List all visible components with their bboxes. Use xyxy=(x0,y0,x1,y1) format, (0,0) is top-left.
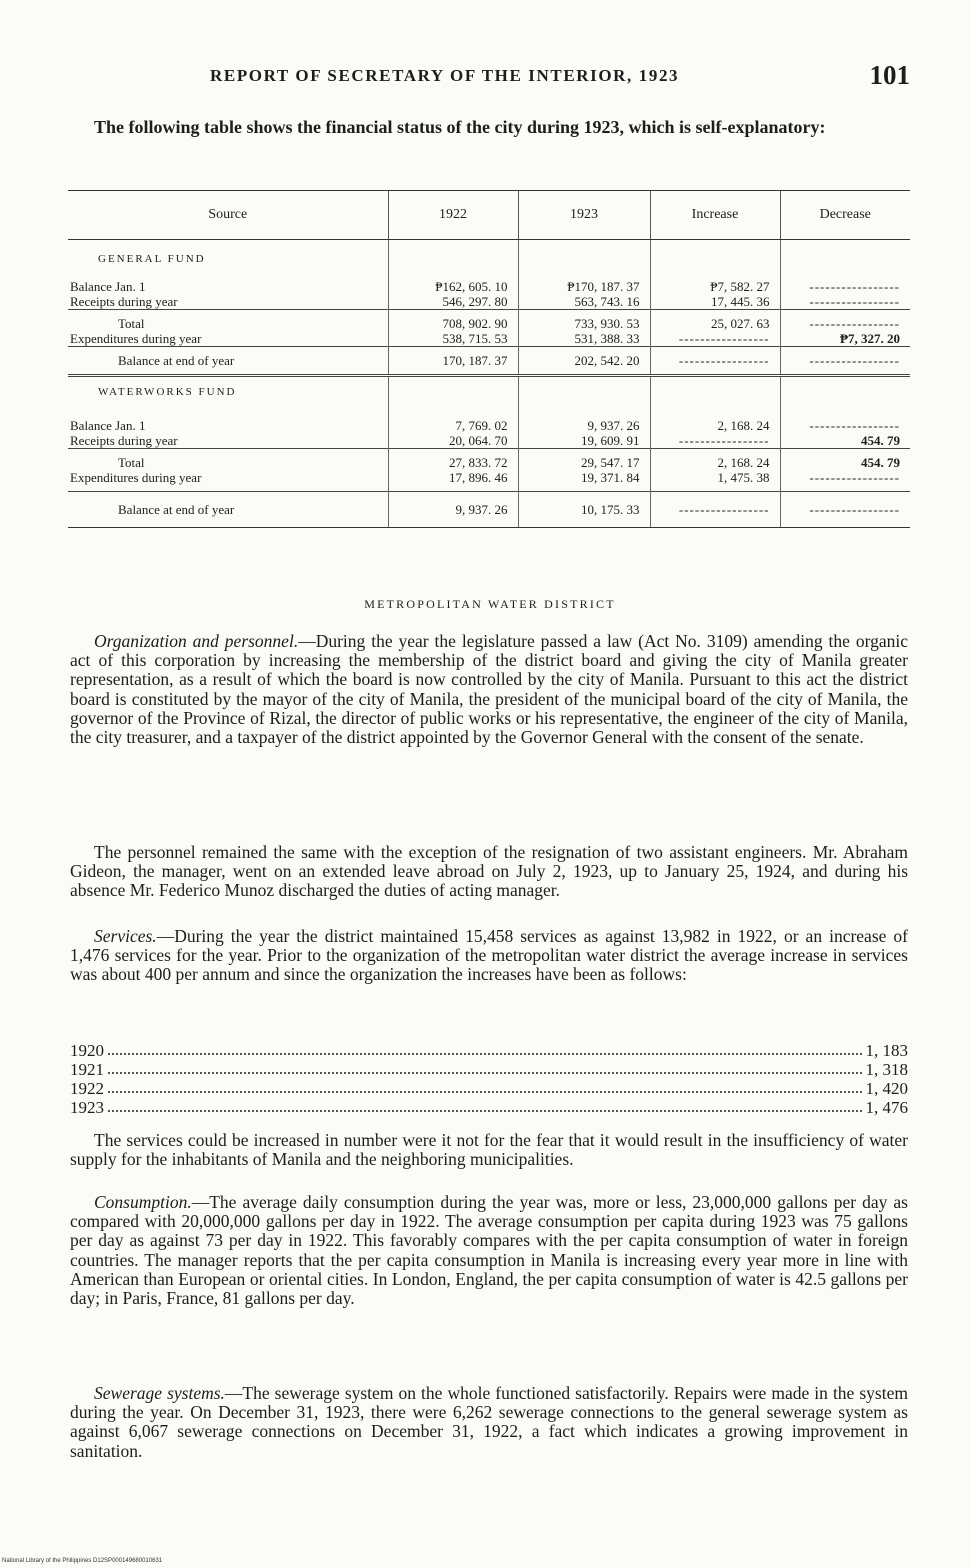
paragraph-sewerage xyxy=(70,1384,908,1461)
running-title: REPORT OF SECRETARY OF THE INTERIOR, 1923 xyxy=(210,66,680,85)
cell-1923: 563, 743. 16 xyxy=(518,294,650,310)
services-text: —During the year the district maintained 15,458 services as against 13,982 in 1922, or an increase of 1,476 services for the year. Prior to the organization of the metropolitan water district the average increase in services was about 400 per annum and since the organization the increases have been as follows: xyxy=(70,926,908,985)
list-year: 1923 xyxy=(70,1098,104,1117)
list-item xyxy=(70,1060,908,1079)
row-label: Expenditures during year xyxy=(70,331,202,346)
row-label: Expenditures during year xyxy=(70,470,202,485)
row-label: Balance at end of year xyxy=(68,347,388,376)
paragraph-personnel: The personnel remained the same with the exception of the resignation of two assistant engineers. Mr. Abraham Gideon, the manager, went on an extended leave abroad on July 2, 1923, up to January 25, 1924, and during his absence Mr. Federico Munoz discharged the duties of acting manager. xyxy=(70,842,908,901)
list-value: 1, 476 xyxy=(865,1098,908,1117)
cell-decrease: ----------------- xyxy=(780,418,910,433)
table-row xyxy=(68,294,910,310)
cell-1923: 19, 371. 84 xyxy=(518,470,650,492)
cell-decrease: ----------------- xyxy=(780,310,910,332)
row-label: Balance at end of year xyxy=(68,492,388,528)
list-value: 1, 318 xyxy=(865,1060,908,1079)
cell-increase: ----------------- xyxy=(650,331,780,347)
cell-1922: 27, 833. 72 xyxy=(388,449,518,471)
list-year: 1922 xyxy=(70,1079,104,1098)
waterworks-fund-heading: WATERWORKS FUND xyxy=(68,376,388,419)
cell-increase: ----------------- xyxy=(650,347,780,376)
cell-increase: ----------------- xyxy=(650,433,780,449)
paragraph-consumption xyxy=(70,1193,908,1308)
cell-1922: ₱162, 605. 10 xyxy=(388,279,518,294)
paragraph-services-continued: The services could be increased in number were it not for the fear that it would result in the insufficiency of water supply for the inhabitants of Manila and the neighboring municipalities. xyxy=(70,1130,908,1170)
table-row xyxy=(68,279,910,294)
consumption-heading: Consumption. xyxy=(94,1192,192,1212)
list-item xyxy=(70,1098,908,1117)
cell-1922: 170, 187. 37 xyxy=(388,347,518,376)
table-row xyxy=(68,433,910,449)
cell-decrease: ----------------- xyxy=(780,347,910,376)
organization-heading: Organization and personnel. xyxy=(94,631,299,651)
cell-1923: 9, 937. 26 xyxy=(518,418,650,433)
cell-1923: 531, 388. 33 xyxy=(518,331,650,347)
cell-1923: 733, 930. 53 xyxy=(518,310,650,332)
organization-text: —During the year the legislature passed a law (Act No. 3109) amending the organic act of this corporation by increasing the membership of the district board and giving the city of Manila greater representation, as a result of which the board is now controlled by the city of Manila. Pursuant to this act the district board is constituted by the mayor of the city of Manila, the president of the municipal board of the city of Manila, the governor of the Province of Rizal, the director of public works or his representative, the engineer of the city of Manila, the city treasurer, and a taxpayer of the district appointed by the Governor General with the consent of the senate. xyxy=(70,631,909,748)
cell-1923: 10, 175. 33 xyxy=(518,492,650,528)
list-value: 1, 420 xyxy=(865,1079,908,1098)
cell-increase: 2, 168. 24 xyxy=(650,418,780,433)
table-row xyxy=(68,418,910,433)
col-header-1922: 1922 xyxy=(388,191,518,240)
page-header xyxy=(0,60,970,94)
section-title: METROPOLITAN WATER DISTRICT xyxy=(364,597,616,611)
row-label: Total xyxy=(68,449,388,471)
cell-decrease: ----------------- xyxy=(780,470,910,492)
table-row xyxy=(68,449,910,471)
cell-1922: 538, 715. 53 xyxy=(388,331,518,347)
table-row xyxy=(68,347,910,376)
increase-list xyxy=(70,1041,908,1117)
list-value: 1, 183 xyxy=(865,1041,908,1060)
row-label: Receipts during year xyxy=(70,433,178,448)
cell-decrease: ----------------- xyxy=(780,492,910,528)
cell-1922: 9, 937. 26 xyxy=(388,492,518,528)
cell-increase: 17, 445. 36 xyxy=(650,294,780,310)
cell-1923: 29, 547. 17 xyxy=(518,449,650,471)
cell-decrease: ----------------- xyxy=(780,294,910,310)
page-number: 101 xyxy=(869,60,910,90)
cell-decrease: ----------------- xyxy=(780,279,910,294)
services-heading: Services. xyxy=(94,926,157,946)
table-row xyxy=(68,331,910,347)
row-label: Total xyxy=(68,310,388,332)
cell-decrease: 454. 79 xyxy=(780,449,910,471)
table-row xyxy=(68,492,910,528)
cell-decrease: 454. 79 xyxy=(780,433,910,449)
cell-1923: 19, 609. 91 xyxy=(518,433,650,449)
list-item xyxy=(70,1041,908,1060)
footer-note: National Library of the Philippines D12SP000149680010631 xyxy=(2,1558,163,1564)
section-row-waterworks-fund xyxy=(68,376,910,419)
cell-decrease: ₱7, 327. 20 xyxy=(780,331,910,347)
paragraph-services xyxy=(70,927,908,985)
cell-1922: 546, 297. 80 xyxy=(388,294,518,310)
col-header-1923: 1923 xyxy=(518,191,650,240)
cell-1922: 20, 064. 70 xyxy=(388,433,518,449)
cell-1922: 7, 769. 02 xyxy=(388,418,518,433)
section-row-general-fund xyxy=(68,252,910,267)
sewerage-heading: Sewerage systems. xyxy=(94,1383,225,1403)
table-header-row xyxy=(68,191,910,240)
row-label: Balance Jan. 1 xyxy=(70,418,146,433)
paragraph-organization xyxy=(70,632,908,747)
row-label: Receipts during year xyxy=(70,294,178,309)
general-fund-heading: GENERAL FUND xyxy=(98,253,206,265)
consumption-text: —The average daily consumption during the year was, more or less, 23,000,000 gallons per day as compared with 20,000,000 gallons per day in 1922. The average consumption per capita during 1923 was 75 gallons per day as against 73 per day in 1922. This favorably compares with the per capita consumption of water in foreign countries. The manager reports that the per capita consumption in Manila is increasing every year more in line with American than European or oriental cities. In London, England, the per capita consumption of water is 42.5 gallons per day; in Paris, France, 81 gallons per day. xyxy=(70,1192,908,1309)
col-header-decrease: Decrease xyxy=(780,191,910,240)
cell-increase: ₱7, 582. 27 xyxy=(650,279,780,294)
col-header-source: Source xyxy=(68,191,388,240)
financial-status-table xyxy=(68,190,910,528)
cell-1922: 17, 896. 46 xyxy=(388,470,518,492)
col-header-increase: Increase xyxy=(650,191,780,240)
cell-increase: ----------------- xyxy=(650,492,780,528)
sewerage-text: —The sewerage system on the whole functioned satisfactorily. Repairs were made in the system during the year. On December 31, 1923, there were 6,262 sewerage connections to the general sewerage system as against 6,067 sewerage connections on December 31, 1922, a fact which indicates a growing improvement in sanitation. xyxy=(70,1383,908,1461)
cell-increase: 25, 027. 63 xyxy=(650,310,780,332)
list-item xyxy=(70,1079,908,1098)
list-year: 1920 xyxy=(70,1041,104,1060)
table-row xyxy=(68,310,910,332)
cell-1923: 202, 542. 20 xyxy=(518,347,650,376)
row-label: Balance Jan. 1 xyxy=(70,279,146,294)
list-year: 1921 xyxy=(70,1060,104,1079)
cell-increase: 2, 168. 24 xyxy=(650,449,780,471)
cell-1923: ₱170, 187. 37 xyxy=(518,279,650,294)
cell-increase: 1, 475. 38 xyxy=(650,470,780,492)
table-row xyxy=(68,470,910,492)
intro-text: The following table shows the financial status of the city during 1923, which is self-explanatory: xyxy=(94,117,826,137)
cell-1922: 708, 902. 90 xyxy=(388,310,518,332)
